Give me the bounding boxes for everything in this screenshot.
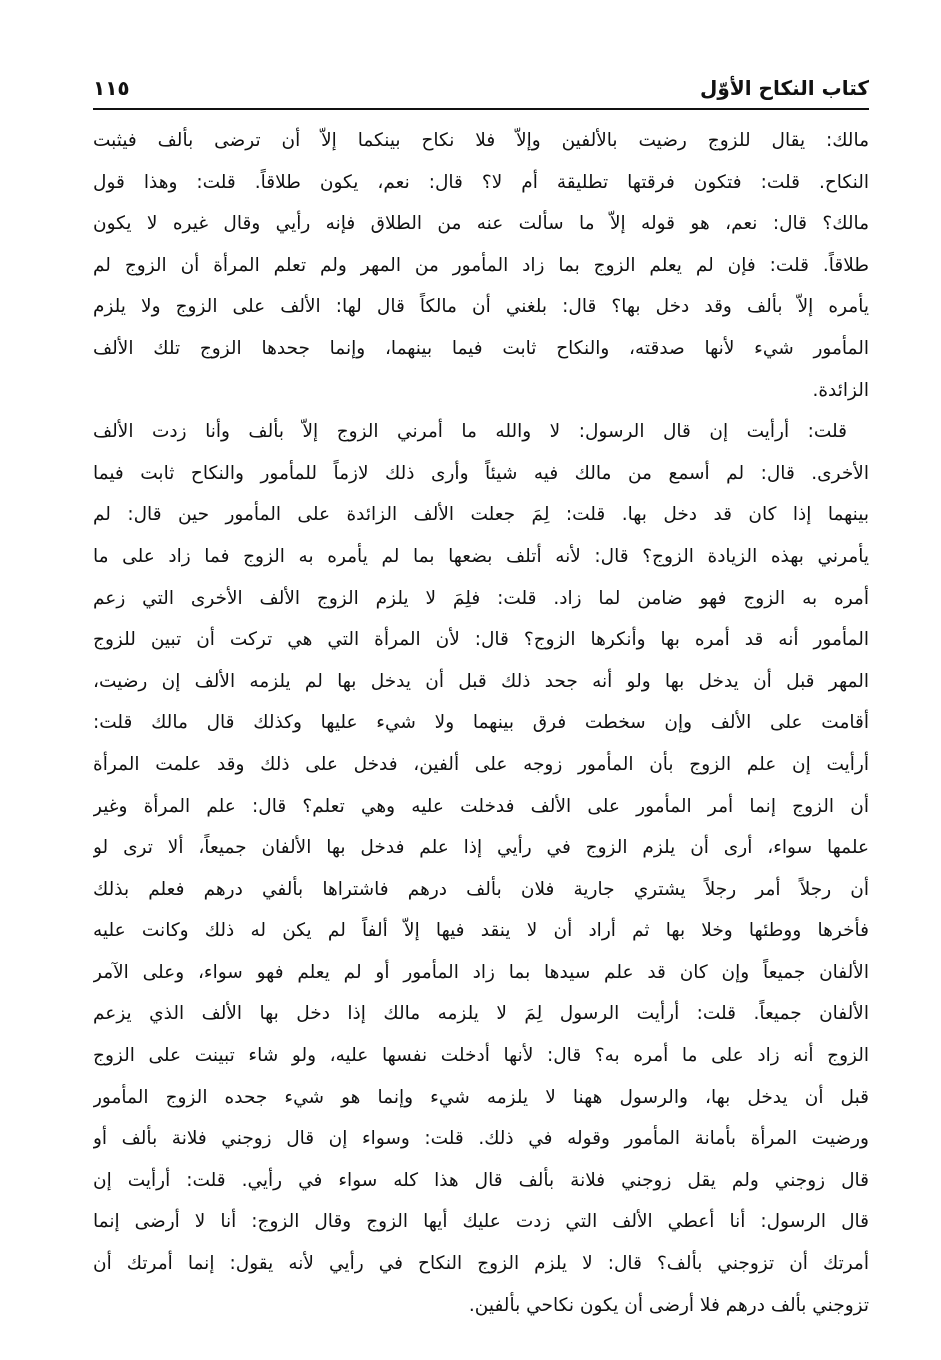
text-line: يأمرني بهذه الزيادة الزوج؟ قال: لأنه أتلف بضعها بما لم يأمره به الزوج فما زاد على ما bbox=[93, 545, 869, 567]
text-line: مالك: يقال للزوج رضيت بالألفين وإلاّ فلا نكاح بينكما إلاّ أن ترضى بألف فيثبت bbox=[93, 130, 869, 151]
page-body bbox=[93, 120, 869, 1326]
text-line: الأخرى. قال: لم أسمع من مالك فيه شيئاً وأرى ذلك لازماً للمأمور والنكاح ثابت فيما bbox=[93, 462, 869, 484]
running-title: كتاب النكاح الأوّل bbox=[700, 76, 869, 100]
page-number: ١١٥ bbox=[93, 76, 130, 100]
text-line: مالك؟ قال: نعم، هو قوله إلاّ ما سألت عنه من الطلاق فإنه رأيي وقال غيره لا يكون bbox=[93, 213, 869, 235]
text-line: الألفان جميعاً وإن كان قد علم سيدها بما زاد المأمور أو لم يعلم فهو سواء، وعلى الآمر bbox=[93, 961, 869, 983]
text-line: طلاقاً. قلت: فإن لم يعلم الزوج بما زاد المأمور من المهر ولم تعلم المرأة أن الزوج لم bbox=[93, 254, 869, 276]
text-line: علمها سواء، أرى أن يلزم الزوج في رأيي إذا علم فدخل بها الألفان جميعاً، ألا ترى لو bbox=[93, 837, 869, 859]
text-line: الزائدة. bbox=[812, 379, 869, 401]
text-line: أرأيت إن علم الزوج بأن المأمور زوجه على ألفين، فدخل على ذلك وقد علمت المرأة bbox=[93, 753, 869, 775]
text-line: قبل أن يدخل بها، والرسول ههنا لا يلزمه شيء وإنما هو شيء جحده الزوج المأمور bbox=[93, 1086, 869, 1108]
text-line: يأمره إلاّ بألف وقد دخل بها؟ قال: بلغني أن مالكاً قال لها: الألف على الزوج ولا يلزم bbox=[93, 296, 869, 318]
text-line: فأخرها ووطئها وخلا بها ثم أراد أن لا ينقد فيها إلاّ ألفاً لم يكن له ذلك وكانت عليه bbox=[93, 920, 869, 942]
text-line: بينهما إذا كان قد دخل بها. قلت: لِمَ جعلت الألف الزائدة على المأمور حين قال: لم bbox=[93, 504, 869, 526]
text-line: أقامت على الألف وإن سخطت فرق بينهما ولا شيء عليها وكذلك قال مالك قلت: bbox=[93, 712, 869, 734]
text-line: المأمور شيء لأنها صدقته، والنكاح ثابت فيما بينهما، وإنما جحدها الزوج تلك الألف bbox=[93, 337, 869, 359]
text-line: الألفان جميعاً. قلت: أرأيت الرسول لِمَ لا يلزمه مالك إذا دخل بها الألف الذي يزعم bbox=[93, 1003, 869, 1025]
text-line: أن الزوج إنما أمر المأمور على الألف فدخلت عليه وهي تعلم؟ قال: علم المرأة وغير bbox=[93, 795, 869, 817]
text-line: الزوج أنه زاد على ما أمره به؟ قال: لأنها أدخلت نفسها عليه، ولو شاء تبينت على الزوج bbox=[93, 1045, 869, 1067]
text-line: قال زوجني ولم يقل زوجني فلانة بألف قال هذا كله سواء في رأيي. قلت: أرأيت إن bbox=[93, 1169, 869, 1191]
text-line: أمره به الزوج فهو ضامن لما زاد. قلت: فلِمَ لا يلزم الزوج الألف الأخرى التي زعم bbox=[93, 587, 869, 609]
text-line: تزوجني بألف درهم فلا أرضى أن يكون نكاحي بألفين. bbox=[468, 1294, 869, 1316]
running-header bbox=[93, 72, 869, 108]
text-line: المأمور أنه قد أمره بها وأنكرها الزوج؟ قال: لأن المرأة التي هي تركت أن تبين للزوج bbox=[93, 629, 869, 651]
text-line: أمرتك أن تزوجني بألف؟ قال: لا يلزم الزوج النكاح في رأيي لأنه يقول: إنما أمرتك أن bbox=[93, 1253, 869, 1275]
text-line: أن رجلاً أمر رجلاً يشتري جارية فلان بألف درهم فاشتراها بألفي درهم فعلم بذلك bbox=[93, 878, 869, 900]
text-line: قلت: أرأيت إن قال الرسول: لا والله ما أمرني الزوج إلاّ بألف وأنا زدت الألف bbox=[93, 421, 847, 443]
text-line: قال الرسول: أنا أعطي الألف التي زدت عليك أيها الزوج وقال الزوج: أنا لا أرضى إنما bbox=[93, 1211, 869, 1233]
text-line: ورضيت المرأة بأمانة المأمور وقوله في ذلك. قلت: وسواء إن قال زوجني فلانة بألف أو bbox=[93, 1128, 869, 1150]
text-line: المهر قبل أن يدخل بها ولو أنه جحد ذلك قبل أن يدخل بها لم يلزمه الألف إن رضيت، bbox=[93, 670, 869, 692]
text-line: النكاح. قلت: فتكون فرقتها تطليقة أم لا؟ قال: نعم، يكون طلاقاً. قلت: وهذا قول bbox=[93, 171, 869, 193]
header-rule bbox=[93, 108, 869, 110]
